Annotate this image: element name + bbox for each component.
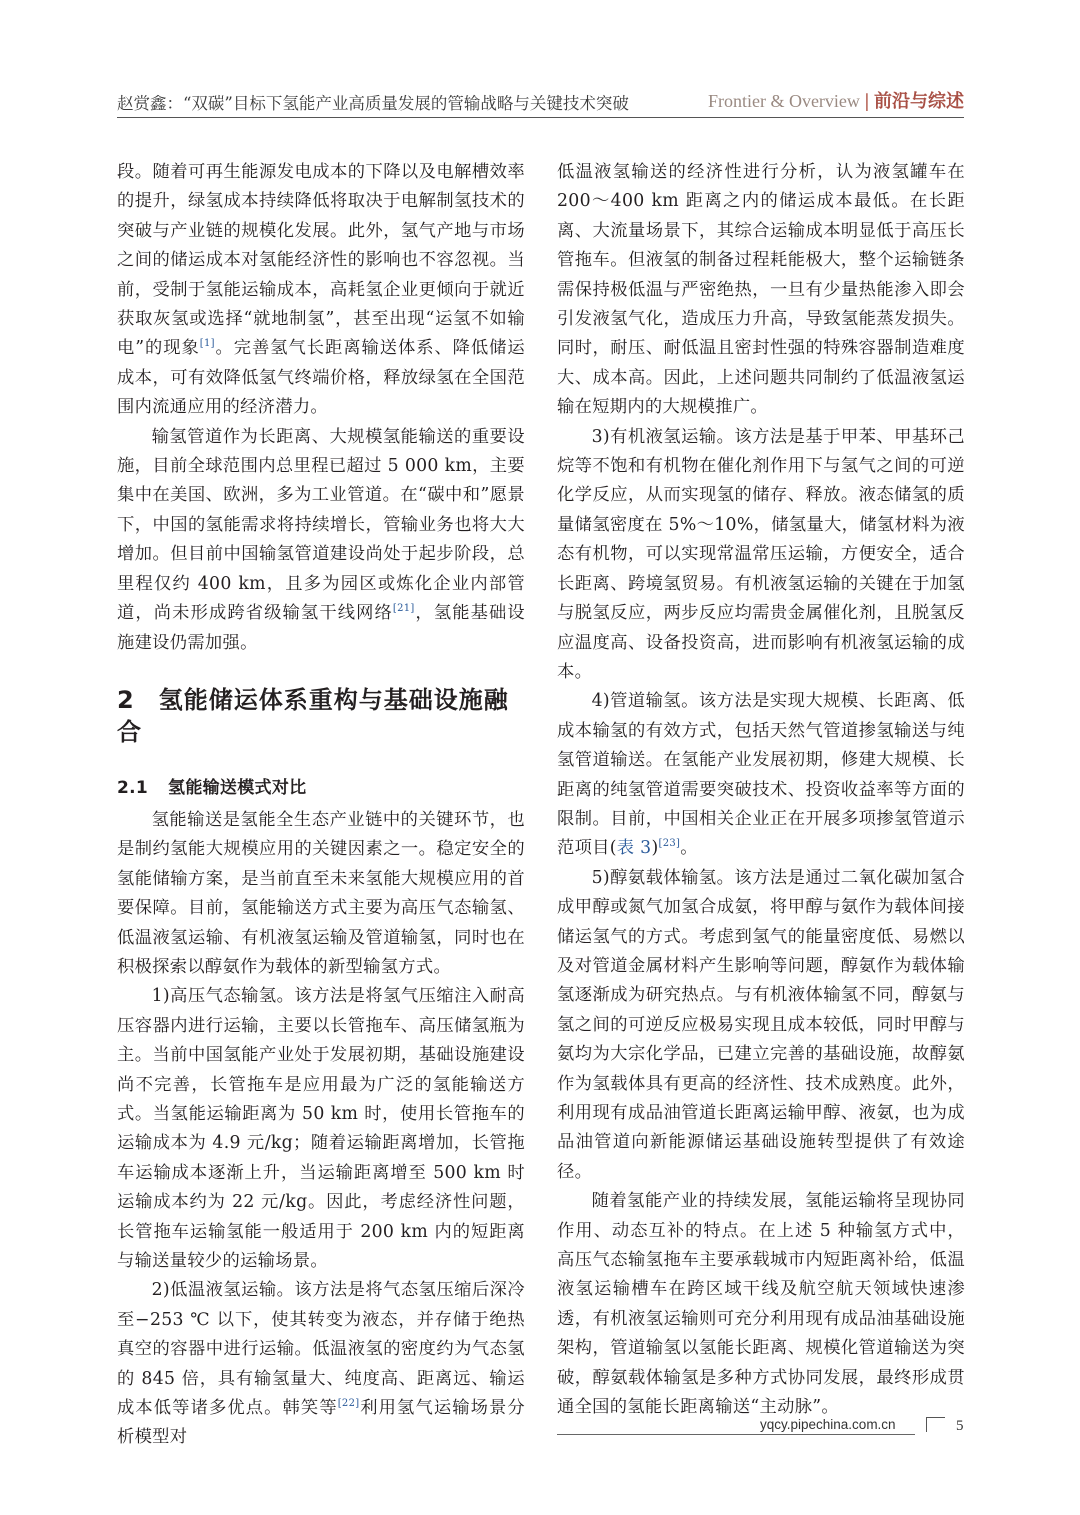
paragraph: 氢能输送是氢能全生态产业链中的关键环节，也是制约氢能大规模应用的关键因素之一。稳定安全的氢能储输方案，是当前直至未来氢能大规模应用的首要保障。目前，氢能输送方式主要为高压气态输氢、低温液氢运输、有机液氢运输及管道输氢，同时也在积极探索以醇氨作为载体的新型输氢方式。 xyxy=(117,809,525,977)
paragraph: 输氢管道作为长距离、大规模氢能输送的重要设施，目前全球范围内总里程已超过 5 000 km，主要集中在美国、欧洲，多为工业管道。在“碳中和”愿景下，中国的氢能需求将持续增长，管输业务也将大大增加。但目前中国输氢管道建设尚处于起步阶段，总里程仅约 400 km，且多为园区或炼化企业内部管道，尚未形成跨省级输氢干线网络[21]，氢能基础设施建设仍需加强。 xyxy=(117,426,525,653)
footer-rule xyxy=(557,1434,915,1435)
citation-link[interactable]: [23] xyxy=(658,838,681,850)
paragraph: 3)有机液氢运输。该方法是基于甲苯、甲基环己烷等不饱和有机物在催化剂作用下与氢气之间的可逆化学反应，从而实现氢的储存、释放。液态储氢的质量储氢密度在 5%～10%，储氢量大，储氢材料为液态有机物，可以实现常温常压运输，方便安全，适合长距离、跨境氢贸易。有机液氢运输的关键在于加氢与脱氢反应，两步反应均需贵金属催化剂，且脱氢反应温度高、设备投资高，进而影响有机液氢运输的成本。 xyxy=(557,426,965,682)
citation-link[interactable]: [22] xyxy=(337,1398,360,1410)
table-link[interactable]: 表 3 xyxy=(616,838,652,859)
journal-section xyxy=(708,87,964,113)
footer-bracket xyxy=(926,1417,945,1432)
paragraph: 5)醇氨载体输氢。该方法是通过二氧化碳加氢合成甲醇或氮气加氢合成氨，将甲醇与氨作为载体间接储运氢气的方式。考虑到氢气的能量密度低、易燃以及对管道金属材料产生影响等问题，醇氨作为载体输氢逐渐成为研究热点。与有机液体输氢不同，醇氨与氢之间的可逆反应极易实现且成本较低，同时甲醇与氨均为大宗化学品，已建立完善的基础设施，故醇氨作为氢载体具有更高的经济性、技术成熟度。此外，利用现有成品油管道长距离运输甲醇、液氨，也为成品油管道向新能源储运基础设施转型提供了有效途径。 xyxy=(557,867,965,1182)
paragraph: 段。随着可再生能源发电成本的下降以及电解槽效率的提升，绿氢成本持续降低将取决于电解制氢技术的突破与产业链的规模化发展。此外，氢气产地与市场之间的储运成本对氢能经济性的影响也不容忽视。当前，受制于氢能运输成本，高耗氢企业更倾向于就近获取灰氢或选择“就地制氢”，甚至出现“运氢不如输电”的现象[1]。完善氢气长距离输送体系、降低储运成本，可有效降低氢气终端价格，释放绿氢在全国范围内流通应用的经济潜力。 xyxy=(117,162,525,418)
running-title: 赵赏鑫：“双碳”目标下氢能产业高质量发展的管输战略与关键技术突破 xyxy=(117,94,629,113)
header-separator: | xyxy=(863,91,870,112)
paragraph: 随着氢能产业的持续发展，氢能运输将呈现协同作用、动态互补的特点。在上述 5 种输氢方式中，高压气态输氢拖车主要承载城市内短距离补给，低温液氢运输槽车在跨区域干线及航空航天领域快速渗透，有机液氢运输则可充分利用现有成品油基础设施架构，管道输氢以氢能长距离、规模化管道输送为突破，醇氨载体输氢是多种方式协同发展，最终形成贯通全国的氢能长距离输送“主动脉”。 xyxy=(557,1191,965,1418)
journal-section-en: Frontier & Overview xyxy=(707,91,860,111)
journal-url[interactable]: yqcy.pipechina.com.cn xyxy=(760,1417,896,1432)
paragraph: 2)低温液氢运输。该方法是将气态氢压缩后深冷至−253 ℃ 以下，使其转变为液态，并存储于绝热真空的容器中进行运输。低温液氢的密度约为气态氢的 845 倍，具有输氢量大、纯度高、距离远、输运成本低等诸多优点。韩笑等[22]利用氢气运输场景分析模型对 xyxy=(117,1280,525,1448)
header-rule xyxy=(117,117,964,118)
paragraph: 低温液氢输送的经济性进行分析，认为液氢罐车在 200～400 km 距离之内的储运成本最低。在长距离、大流量场景下，其综合运输成本明显低于高压长管拖车。但液氢的制备过程耗能极大，整个运输链条需保持极低温与严密绝热，一旦有少量热能渗入即会引发液氢气化，造成压力升高，导致氢能蒸发损失。同时，耐压、耐低温且密封性强的特殊容器制造难度大、成本高。因此，上述问题共同制约了低温液氢运输在短期内的大规模推广。 xyxy=(557,162,965,418)
left-column xyxy=(117,158,525,1453)
page-number: 5 xyxy=(956,1418,964,1434)
section-heading: 2 氢能储运体系重构与基础设施融合 xyxy=(117,685,509,746)
journal-section-cn: 前沿与综述 xyxy=(874,91,964,112)
paragraph: 4)管道输氢。该方法是实现大规模、长距离、低成本输氢的有效方式，包括天然气管道掺氢输送与纯氢管道输送。在氢能产业发展初期，修建大规模、长距离的纯氢管道需要突破技术、投资收益率等方面的限制。目前，中国相关企业正在开展多项掺氢管道示范项目(表 3)[23]。 xyxy=(557,691,965,859)
subsection-heading: 2.1 氢能输送模式对比 xyxy=(117,777,307,798)
right-column xyxy=(557,158,965,1422)
citation-link[interactable]: [21] xyxy=(392,603,415,615)
paragraph: 1)高压气态输氢。该方法是将氢气压缩注入耐高压容器内进行运输，主要以长管拖车、高压储氢瓶为主。当前中国氢能产业处于发展初期，基础设施建设尚不完善，长管拖车是应用最为广泛的氢能输送方式。当氢能运输距离为 50 km 时，使用长管拖车的运输成本为 4.9 元/kg；随着运输距离增加，长管拖车运输成本逐渐上升，当运输距离增至 500 km 时运输成本约为 22 元/kg。因此，考虑经济性问题，长管拖车运输氢能一般适用于 200 km 内的短距离与输送量较少的运输场景。 xyxy=(117,986,525,1271)
citation-link[interactable]: [1] xyxy=(199,338,215,350)
